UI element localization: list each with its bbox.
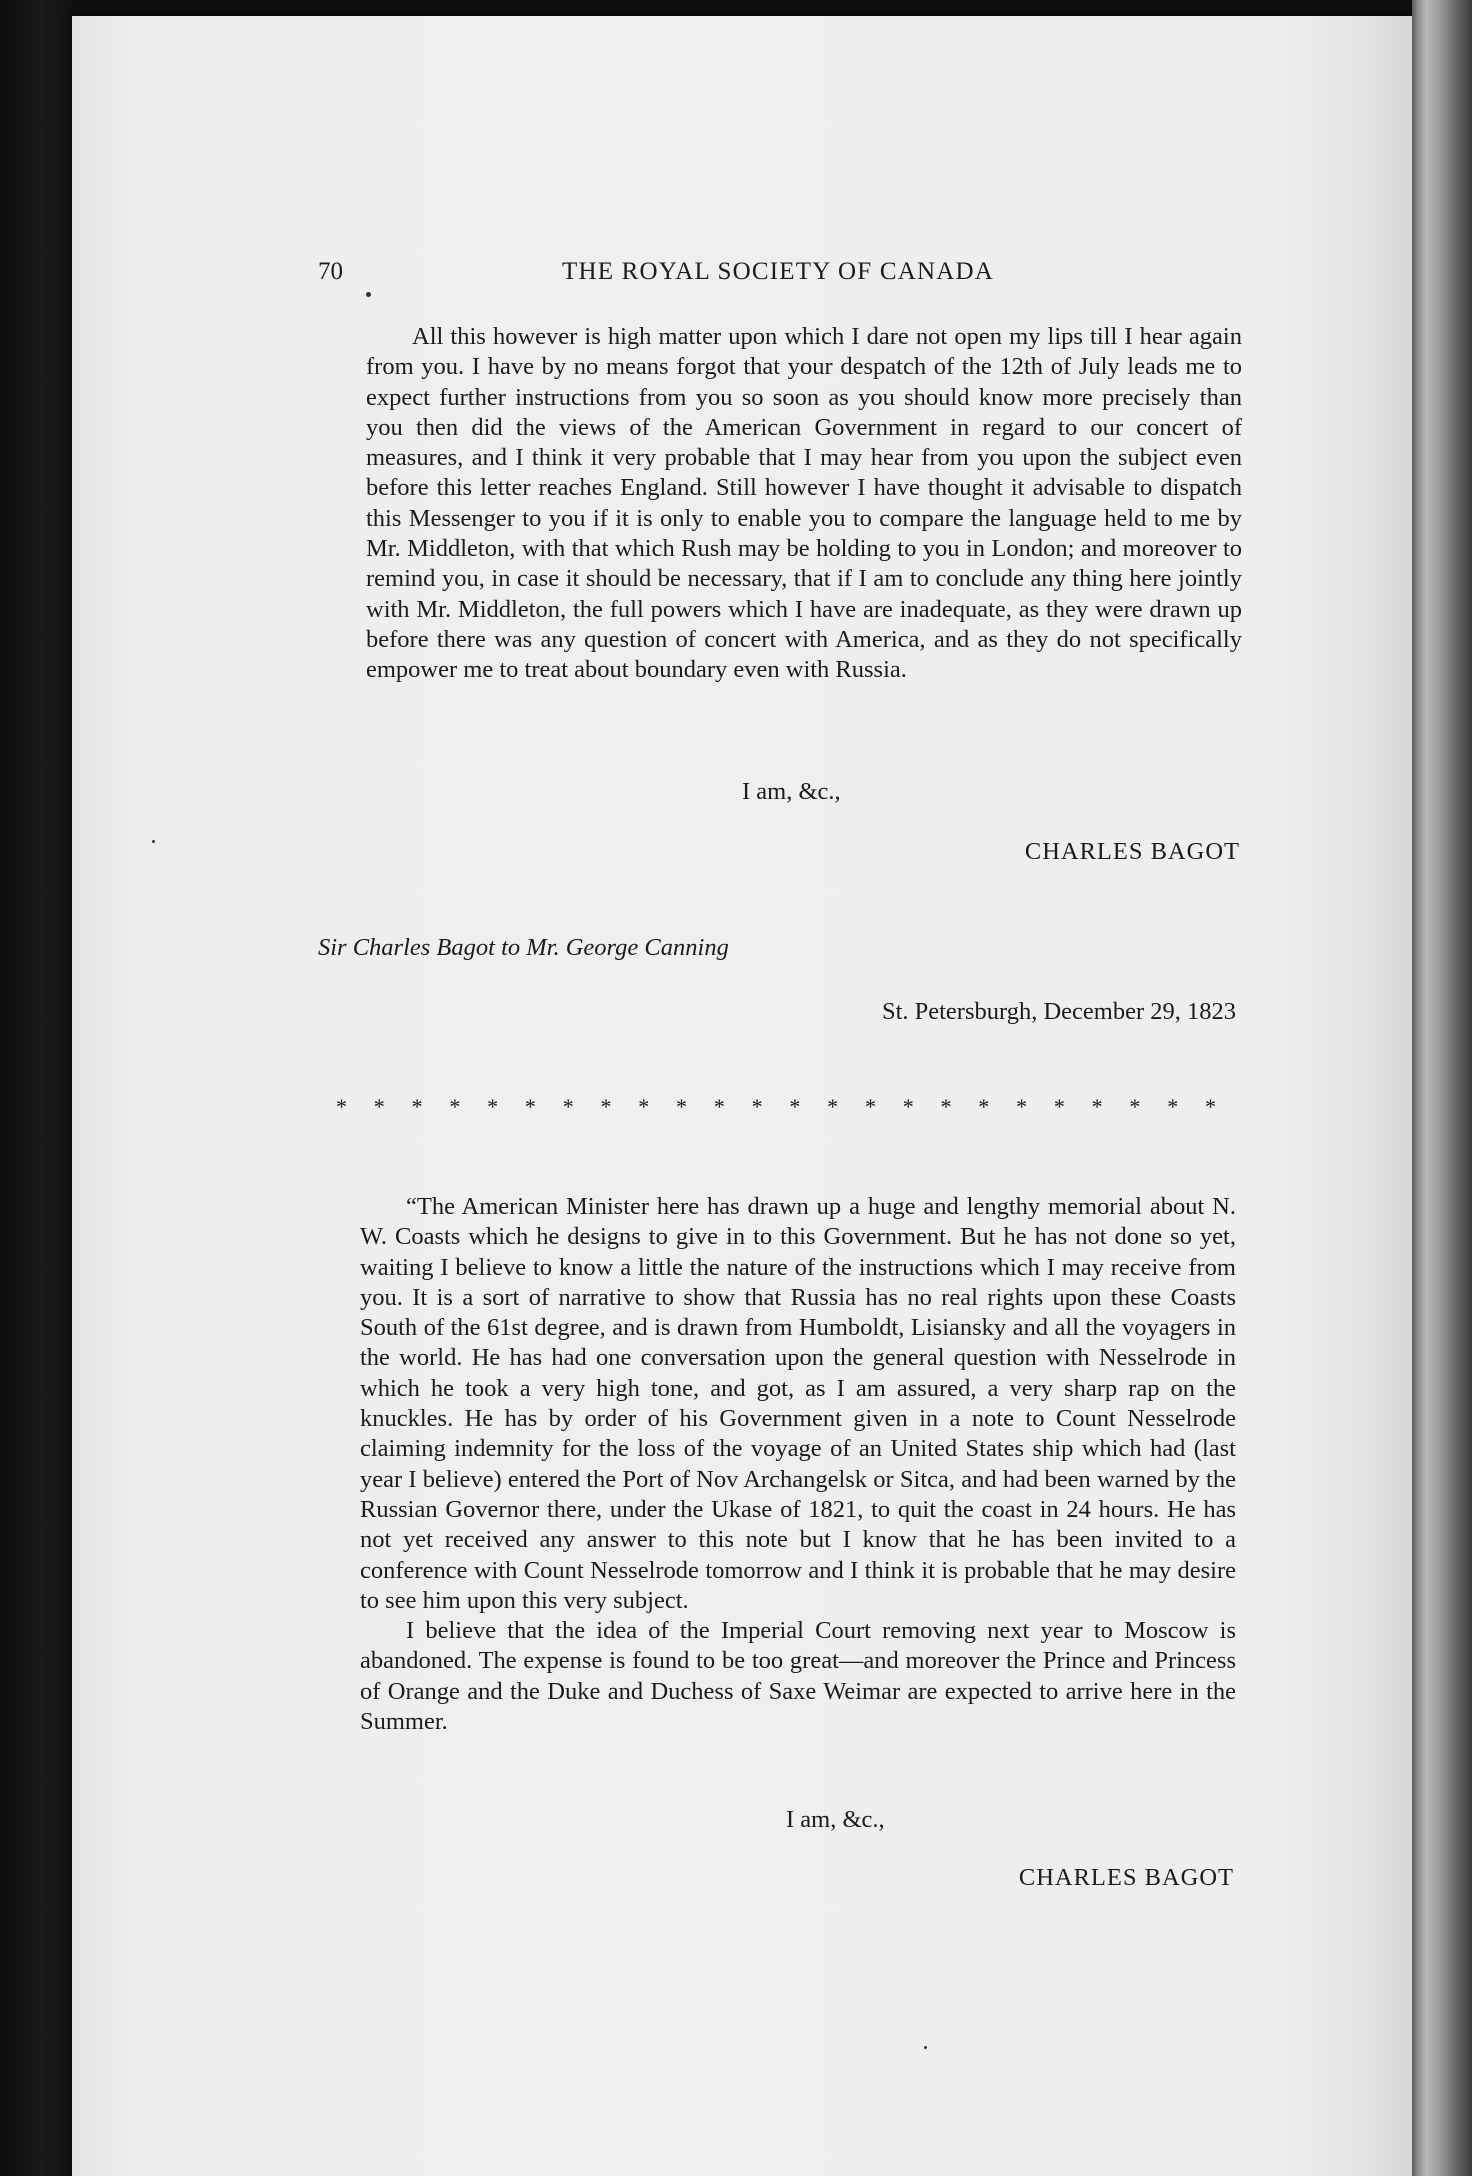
paper-edge-shadow [1412, 0, 1472, 2176]
page-header [318, 254, 1238, 294]
letter-two-paragraph-2: I believe that the idea of the Imperial Court removing next year to Moscow is abandoned. The expense is found to be too great—and moreover the Prince and Princess of Orange and the Duke and Duchess of Saxe Weimar are expected to arrive here in the Summer. [360, 1617, 1236, 1736]
omission-asterisk: * [902, 1094, 914, 1119]
letter-one-paragraph: All this however is high matter upon which I dare not open my lips till I hear again from you. I have by no means forgot that your despatch of the 12th of July leads me to expect further instructions from you so soon as you should know more precisely than you then did the views of the American Government in regard to our concert of measures, and I think it very probable that I may hear from you upon the subject even before this letter reaches England. Still however I have thought it advisable to dispatch this Messenger to you if it is only to enable you to compare the language held to me by Mr. Middleton, with that which Rush may be holding to you in London; and moreover to remind you, in case it should be necessary, that if I am to conclude any thing here jointly with Mr. Middleton, the full powers which I have are inadequate, as they were drawn up before there was any question of concert with America, and as they do not specifically empower me to treat about boundary even with Russia. [366, 323, 1242, 684]
omission-asterisk: * [411, 1094, 423, 1119]
letter-one-closing: I am, &c., [742, 778, 841, 805]
omission-asterisks [336, 1094, 1216, 1118]
omission-asterisk: * [978, 1094, 990, 1119]
omission-asterisk: * [789, 1094, 801, 1119]
omission-asterisk: * [524, 1094, 536, 1119]
omission-asterisk: * [864, 1094, 876, 1119]
omission-asterisk: * [1167, 1094, 1179, 1119]
letter-two-signature: CHARLES BAGOT [1018, 1864, 1234, 1891]
omission-asterisk: * [1091, 1094, 1103, 1119]
letter-two-closing: I am, &c., [786, 1806, 885, 1833]
omission-asterisk: * [600, 1094, 612, 1119]
omission-asterisk: * [676, 1094, 688, 1119]
omission-asterisk: * [373, 1094, 385, 1119]
running-head: THE ROYAL SOCIETY OF CANADA [562, 258, 994, 285]
letter-two-heading: Sir Charles Bagot to Mr. George Canning [318, 934, 729, 961]
letter-one-body [366, 322, 1242, 686]
page-number: 70 [318, 258, 343, 285]
omission-asterisk: * [449, 1094, 461, 1119]
omission-asterisk: * [940, 1094, 952, 1119]
omission-asterisk: * [1016, 1094, 1028, 1119]
letter-one-signature: CHARLES BAGOT [1024, 838, 1240, 865]
omission-asterisk: * [1204, 1094, 1216, 1119]
omission-asterisk: * [562, 1094, 574, 1119]
omission-asterisk: * [751, 1094, 763, 1119]
ink-speck [152, 840, 155, 843]
ink-speck [366, 292, 371, 297]
omission-asterisk: * [1129, 1094, 1141, 1119]
omission-asterisk: * [827, 1094, 839, 1119]
omission-asterisk: * [638, 1094, 650, 1119]
omission-asterisk: * [487, 1094, 499, 1119]
omission-asterisk: * [1053, 1094, 1065, 1119]
letter-two-paragraph-1: “The American Minister here has drawn up a huge and lengthy memorial about N. W. Coasts which he designs to give in to this Government. But he has not done so yet, waiting I believe to know a little the nature of the instructions which I may receive from you. It is a sort of narrative to show that Russia has no real rights upon these Coasts South of the 61st degree, and is drawn from Humboldt, Lisiansky and all the voyagers in the world. He has had one conversation upon the general question with Nesselrode in which he took a very high tone, and got, as I am assured, a very sharp rap on the knuckles. He has by order of his Government given in a note to Count Nesselrode claiming indemnity for the loss of the voyage of an United States ship which had (last year I believe) entered the Port of Nov Archangelsk or Sitca, and had been warned by the Russian Governor there, under the Ukase of 1821, to quit the coast in 24 hours. He has not yet received any answer to this note but I know that he has been invited to a conference with Count Nesselrode tomorrow and I think it is probable that he may desire to see him upon this very subject. [360, 1193, 1236, 1614]
omission-asterisk: * [336, 1094, 347, 1119]
letter-two-dateline: St. Petersburgh, December 29, 1823 [881, 998, 1236, 1025]
omission-asterisk: * [713, 1094, 725, 1119]
ink-speck [924, 2046, 927, 2049]
letter-two-body [360, 1192, 1236, 1737]
